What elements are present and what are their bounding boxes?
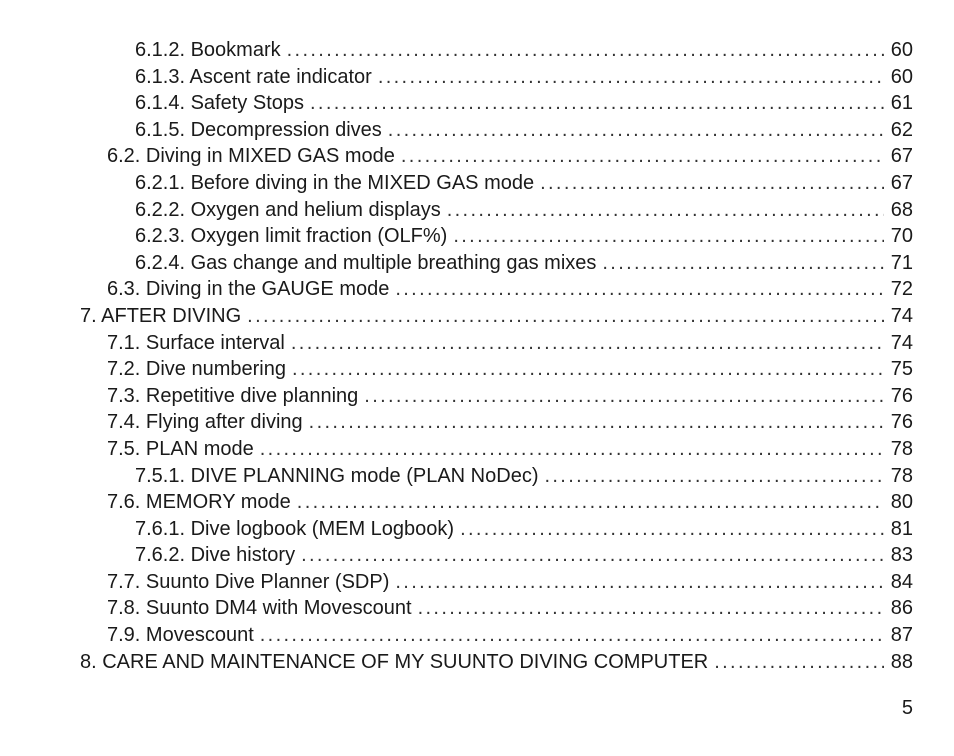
- toc-entry-line: [135, 197, 913, 224]
- toc-entry[interactable]: [0, 197, 954, 224]
- toc-entry-line: [107, 436, 913, 463]
- toc-entry-line: [107, 276, 913, 303]
- toc-entry[interactable]: [0, 37, 954, 64]
- toc-entry-page: 70: [890, 225, 913, 248]
- toc-entry[interactable]: [0, 170, 954, 197]
- toc-entry[interactable]: [0, 356, 954, 383]
- toc-entry-title: 7.7. Suunto Dive Planner (SDP): [107, 570, 390, 593]
- toc-entry-line: [135, 170, 913, 197]
- dot-leader: [309, 409, 884, 436]
- toc-entry-title: 7.5. PLAN mode: [107, 437, 254, 460]
- toc-entry-title: 7.3. Repetitive dive planning: [107, 384, 359, 407]
- dot-leader: [310, 90, 884, 117]
- dot-leader: [247, 303, 884, 330]
- toc-entry[interactable]: [0, 622, 954, 649]
- toc-entry-title: 6.1.4. Safety Stops: [135, 92, 304, 115]
- toc-entry-title: 7.6. MEMORY mode: [107, 491, 291, 514]
- toc-entry-title: 6.3. Diving in the GAUGE mode: [107, 278, 390, 301]
- dot-leader: [447, 197, 884, 224]
- toc-entry-title: 7. AFTER DIVING: [80, 304, 242, 327]
- toc-entry[interactable]: [0, 383, 954, 410]
- toc-entry-line: [135, 463, 913, 490]
- toc-entry[interactable]: [0, 409, 954, 436]
- toc-entry-title: 7.4. Flying after diving: [107, 411, 303, 434]
- page-number: 5: [901, 697, 913, 719]
- toc-entry-title: 7.5.1. DIVE PLANNING mode (PLAN NoDec): [135, 464, 539, 487]
- toc-entry-title: 7.1. Surface interval: [107, 331, 285, 354]
- toc-entry-line: [135, 223, 913, 250]
- toc-entry-title: 6.2.2. Oxygen and helium displays: [135, 198, 441, 221]
- toc-entry-line: [107, 330, 913, 357]
- toc-entry-title: 7.8. Suunto DM4 with Movescount: [107, 597, 412, 620]
- dot-leader: [453, 223, 883, 250]
- toc-entry-page: 80: [890, 491, 913, 514]
- dot-leader: [297, 489, 884, 516]
- toc-entry-page: 81: [890, 517, 913, 540]
- toc-entry-page: 84: [890, 570, 913, 593]
- dot-leader: [401, 143, 884, 170]
- toc-entry-line: [107, 595, 913, 622]
- toc-entry[interactable]: [0, 276, 954, 303]
- toc-entry-line: [135, 90, 913, 117]
- toc-entry[interactable]: [0, 516, 954, 543]
- toc-entry[interactable]: [0, 330, 954, 357]
- toc-entry-line: [80, 303, 913, 330]
- toc-entry-page: 78: [890, 464, 913, 487]
- toc-entry-title: 6.2.3. Oxygen limit fraction (OLF%): [135, 225, 448, 248]
- toc-entry-line: [135, 37, 913, 64]
- toc-entry-title: 6.2.1. Before diving in the MIXED GAS mode: [135, 171, 535, 194]
- toc-entry[interactable]: [0, 64, 954, 91]
- toc-entry-title: 6.2. Diving in MIXED GAS mode: [107, 145, 395, 168]
- dot-leader: [388, 117, 884, 144]
- toc-entry[interactable]: [0, 90, 954, 117]
- toc-entry-page: 76: [890, 384, 913, 407]
- toc-entry[interactable]: [0, 595, 954, 622]
- dot-leader: [292, 356, 884, 383]
- toc-entry[interactable]: [0, 436, 954, 463]
- toc-entry-line: [135, 250, 913, 277]
- toc-entry-page: 61: [890, 92, 913, 115]
- toc-entry-line: [80, 649, 913, 676]
- toc-entry-title: 8. CARE AND MAINTENANCE OF MY SUUNTO DIVING COMPUTER: [80, 650, 709, 673]
- dot-leader: [287, 37, 884, 64]
- toc-entry-line: [135, 542, 913, 569]
- toc-entry-page: 72: [890, 278, 913, 301]
- dot-leader: [260, 436, 884, 463]
- toc-entry[interactable]: [0, 303, 954, 330]
- toc-entry[interactable]: [0, 542, 954, 569]
- dot-leader: [460, 516, 884, 543]
- toc-entry[interactable]: [0, 250, 954, 277]
- toc-entry[interactable]: [0, 117, 954, 144]
- toc-entry-page: 75: [890, 358, 913, 381]
- toc-entry-title: 6.1.5. Decompression dives: [135, 118, 382, 141]
- dot-leader: [260, 622, 884, 649]
- dot-leader: [378, 64, 884, 91]
- toc-entry-line: [107, 356, 913, 383]
- dot-leader: [395, 569, 883, 596]
- toc-entry-page: 74: [890, 331, 913, 354]
- toc-entry-title: 7.6.2. Dive history: [135, 544, 296, 567]
- toc-entry-page: 62: [890, 118, 913, 141]
- toc-entry-page: 87: [890, 624, 913, 647]
- toc-entry[interactable]: [0, 649, 954, 676]
- toc-entry-line: [135, 117, 913, 144]
- table-of-contents: [0, 37, 954, 675]
- toc-entry-title: 6.1.3. Ascent rate indicator: [135, 65, 372, 88]
- toc-entry[interactable]: [0, 143, 954, 170]
- dot-leader: [364, 383, 883, 410]
- dot-leader: [301, 542, 884, 569]
- toc-entry-title: 7.9. Movescount: [107, 624, 254, 647]
- toc-entry-line: [107, 409, 913, 436]
- toc-entry-line: [135, 516, 913, 543]
- toc-entry-page: 67: [890, 145, 913, 168]
- toc-entry-title: 6.1.2. Bookmark: [135, 39, 281, 61]
- toc-entry-page: 60: [890, 65, 913, 88]
- toc-entry[interactable]: [0, 569, 954, 596]
- toc-entry-line: [135, 64, 913, 91]
- dot-leader: [418, 595, 884, 622]
- toc-entry-title: 7.2. Dive numbering: [107, 358, 286, 381]
- toc-entry-page: 76: [890, 411, 913, 434]
- toc-entry-line: [107, 622, 913, 649]
- toc-entry-page: 86: [890, 597, 913, 620]
- toc-entry-page: 83: [890, 544, 913, 567]
- dot-leader: [602, 250, 883, 277]
- toc-entry-line: [107, 489, 913, 516]
- toc-entry-page: 71: [890, 251, 913, 274]
- toc-entry-title: 6.2.4. Gas change and multiple breathing gas mixes: [135, 251, 597, 274]
- toc-entry[interactable]: [0, 463, 954, 490]
- toc-entry-page: 78: [890, 437, 913, 460]
- toc-entry-page: 67: [890, 171, 913, 194]
- toc-entry-line: [107, 383, 913, 410]
- dot-leader: [540, 170, 884, 197]
- toc-entry-page: 88: [890, 650, 913, 673]
- toc-entry-page: 74: [890, 304, 913, 327]
- toc-entry-line: [107, 143, 913, 170]
- dot-leader: [544, 463, 883, 490]
- toc-entry[interactable]: [0, 489, 954, 516]
- toc-entry-page: 68: [890, 198, 913, 221]
- toc-entry[interactable]: [0, 223, 954, 250]
- dot-leader: [291, 330, 884, 357]
- toc-entry-page: 60: [890, 39, 913, 61]
- toc-entry-title: 7.6.1. Dive logbook (MEM Logbook): [135, 517, 455, 540]
- dot-leader: [714, 649, 884, 676]
- dot-leader: [395, 276, 883, 303]
- toc-entry-line: [107, 569, 913, 596]
